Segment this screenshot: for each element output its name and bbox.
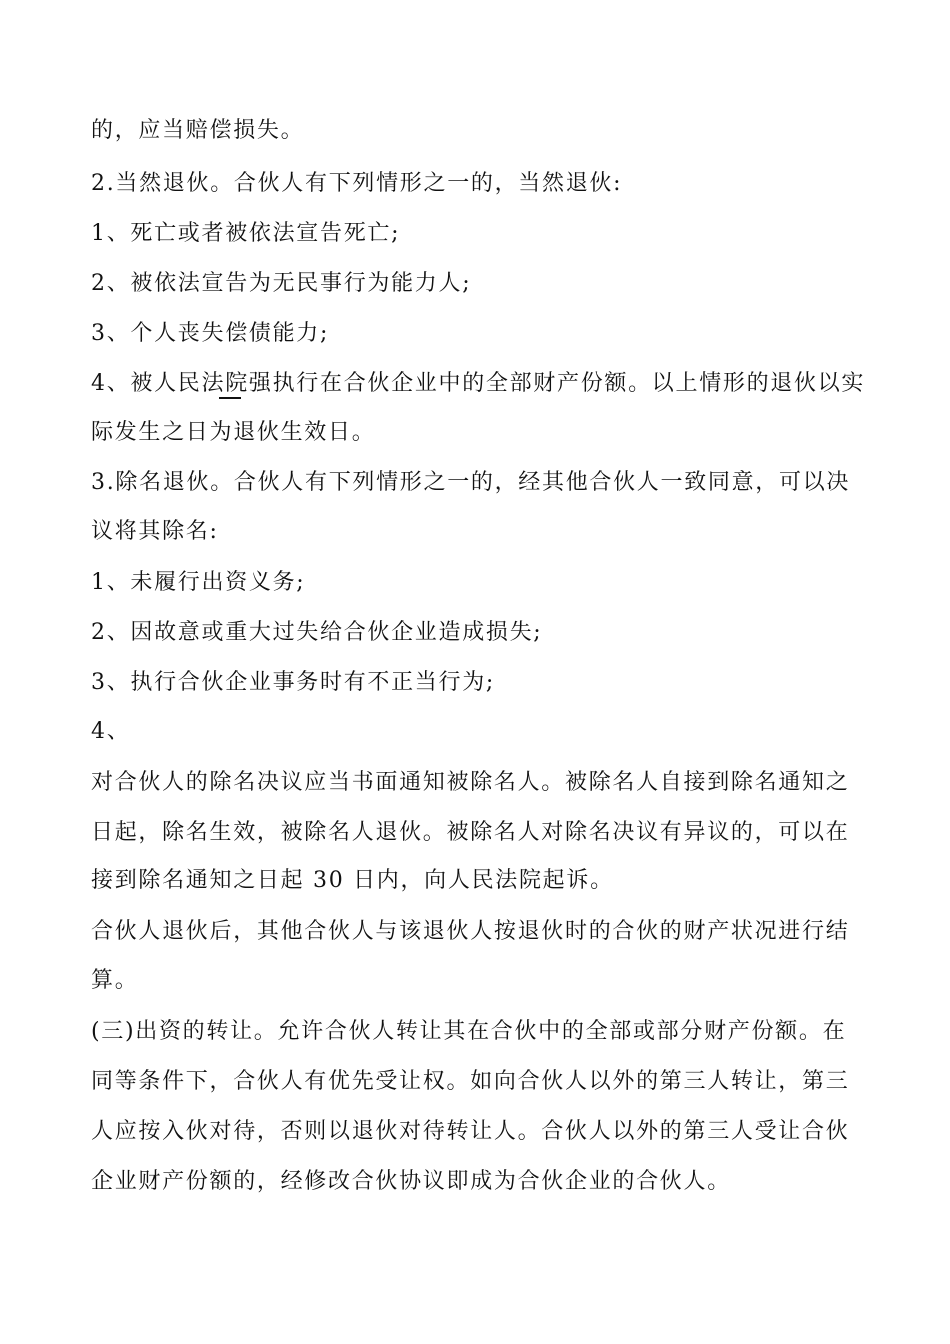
text-line: 2.当然退伙。合伙人有下列情形之一的，当然退伙: [91,171,623,196]
text-line: (三)出资的转让。允许合伙人转让其在合伙中的全部或部分财产份额。在 [91,1019,847,1044]
underline-mark [219,397,241,399]
text-line: 对合伙人的除名决议应当书面通知被除名人。被除名人自接到除名通知之 [91,770,850,795]
text-line: 日起，除名生效，被除名人退伙。被除名人对除名决议有异议的，可以在 [91,820,850,845]
text-line: 1、死亡或者被依法宣告死亡; [91,221,401,246]
text-line: 3、个人丧失偿债能力; [91,321,330,346]
text-line: 接到除名通知之日起 30 日内，向人民法院起诉。 [91,868,614,893]
text-line: 的，应当赔偿损失。 [91,118,305,143]
text-line: 际发生之日为退伙生效日。 [91,420,376,445]
text-line: 2、被依法宣告为无民事行为能力人; [91,271,472,296]
text-line: 2、因故意或重大过失给合伙企业造成损失; [91,620,543,645]
text-line: 同等条件下，合伙人有优先受让权。如向合伙人以外的第三人转让，第三 [91,1069,850,1094]
text-line: 合伙人退伙后，其他合伙人与该退伙人按退伙时的合伙的财产状况进行结 [91,919,850,944]
text-line: 4、被人民法院强执行在合伙企业中的全部财产份额。以上情形的退伙以实 [91,371,866,396]
text-line: 3、执行合伙企业事务时有不正当行为; [91,670,496,695]
text-line: 人应按入伙对待，否则以退伙对待转让人。合伙人以外的第三人受让合伙 [91,1119,850,1144]
text-line: 算。 [91,968,139,993]
text-line: 4、 [91,719,131,744]
text-line: 1、未履行出资义务; [91,570,306,595]
text-line: 企业财产份额的，经修改合伙协议即成为合伙企业的合伙人。 [91,1169,731,1194]
text-line: 议将其除名: [91,519,219,544]
text-line: 3.除名退伙。合伙人有下列情形之一的，经其他合伙人一致同意，可以决 [91,470,851,495]
